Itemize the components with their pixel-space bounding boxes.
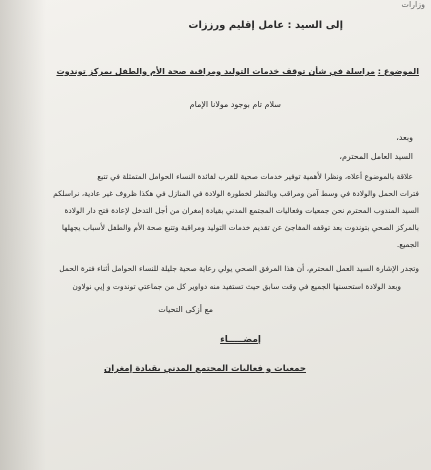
paragraph-1-line: بالمركز الصحي بتوندوت بعد توقفه المفاجئ عن تقديم خدمات التوليد ومراقبة وتتبع صحة الأم والطفل لأسباب يجهلها bbox=[61, 223, 419, 232]
header-corner: وزارات bbox=[401, 0, 425, 9]
paragraph-1-line: علاقة بالموضوع أعلاه، ونظرا لأهمية توفير خدمات صحية للقرب لفائدة النساء الحوامل المتمثلة في تتبع bbox=[97, 172, 413, 181]
subject-line bbox=[56, 66, 419, 76]
signature-label: إمضـــــاء bbox=[220, 335, 261, 345]
address-line: السيد العامل المحترم، bbox=[339, 152, 413, 161]
closing-line: مع أزكى التحيات bbox=[158, 305, 213, 314]
paragraph-1-line: السيد المندوب المحترم نحن جمعيات وفعاليات المجتمع المدني بقيادة إمغران من أجل التدخل لإعادة فتح دار الولادة bbox=[64, 206, 419, 215]
paragraph-2-line: وبعد الولادة استحسنها الجميع في وقت سابق حيث تستفيد منه دواوير كل من جماعتي توندوت و إيي نولاون bbox=[72, 282, 401, 291]
paragraph-1-line: فترات الحمل والولادة في وسط آمن ومراقب وبالنظر لخطورة الولادة في المنازل في هكذا ظروف غير عادية، نراسلكم bbox=[53, 189, 419, 198]
subject-text: مراسلة في شأن توقف خدمات التوليد ومراقبة صحة الأم والطفل بمركز توندوت bbox=[56, 66, 376, 76]
page-shadow bbox=[0, 0, 46, 470]
paragraph-2-line: وتجدر الإشارة السيد العمل المحترم، أن هذا المرفق الصحي يولي رعاية صحية جليلة للنساء الحوامل أثناء فترة الحمل bbox=[59, 264, 419, 273]
wabad-line: وبعد، bbox=[396, 133, 413, 142]
recipient-line: إلى السيد : عامل إقليم ورززات bbox=[188, 20, 343, 31]
greeting-line: سلام تام بوجود مولانا الإمام bbox=[189, 100, 281, 109]
paragraph-1-line: الجميع. bbox=[396, 240, 419, 249]
subject-label: الموضوع : bbox=[377, 66, 419, 76]
signatory-line: جمعيات و فعاليات المجتمع المدني بقيادة إمغران bbox=[103, 364, 306, 374]
